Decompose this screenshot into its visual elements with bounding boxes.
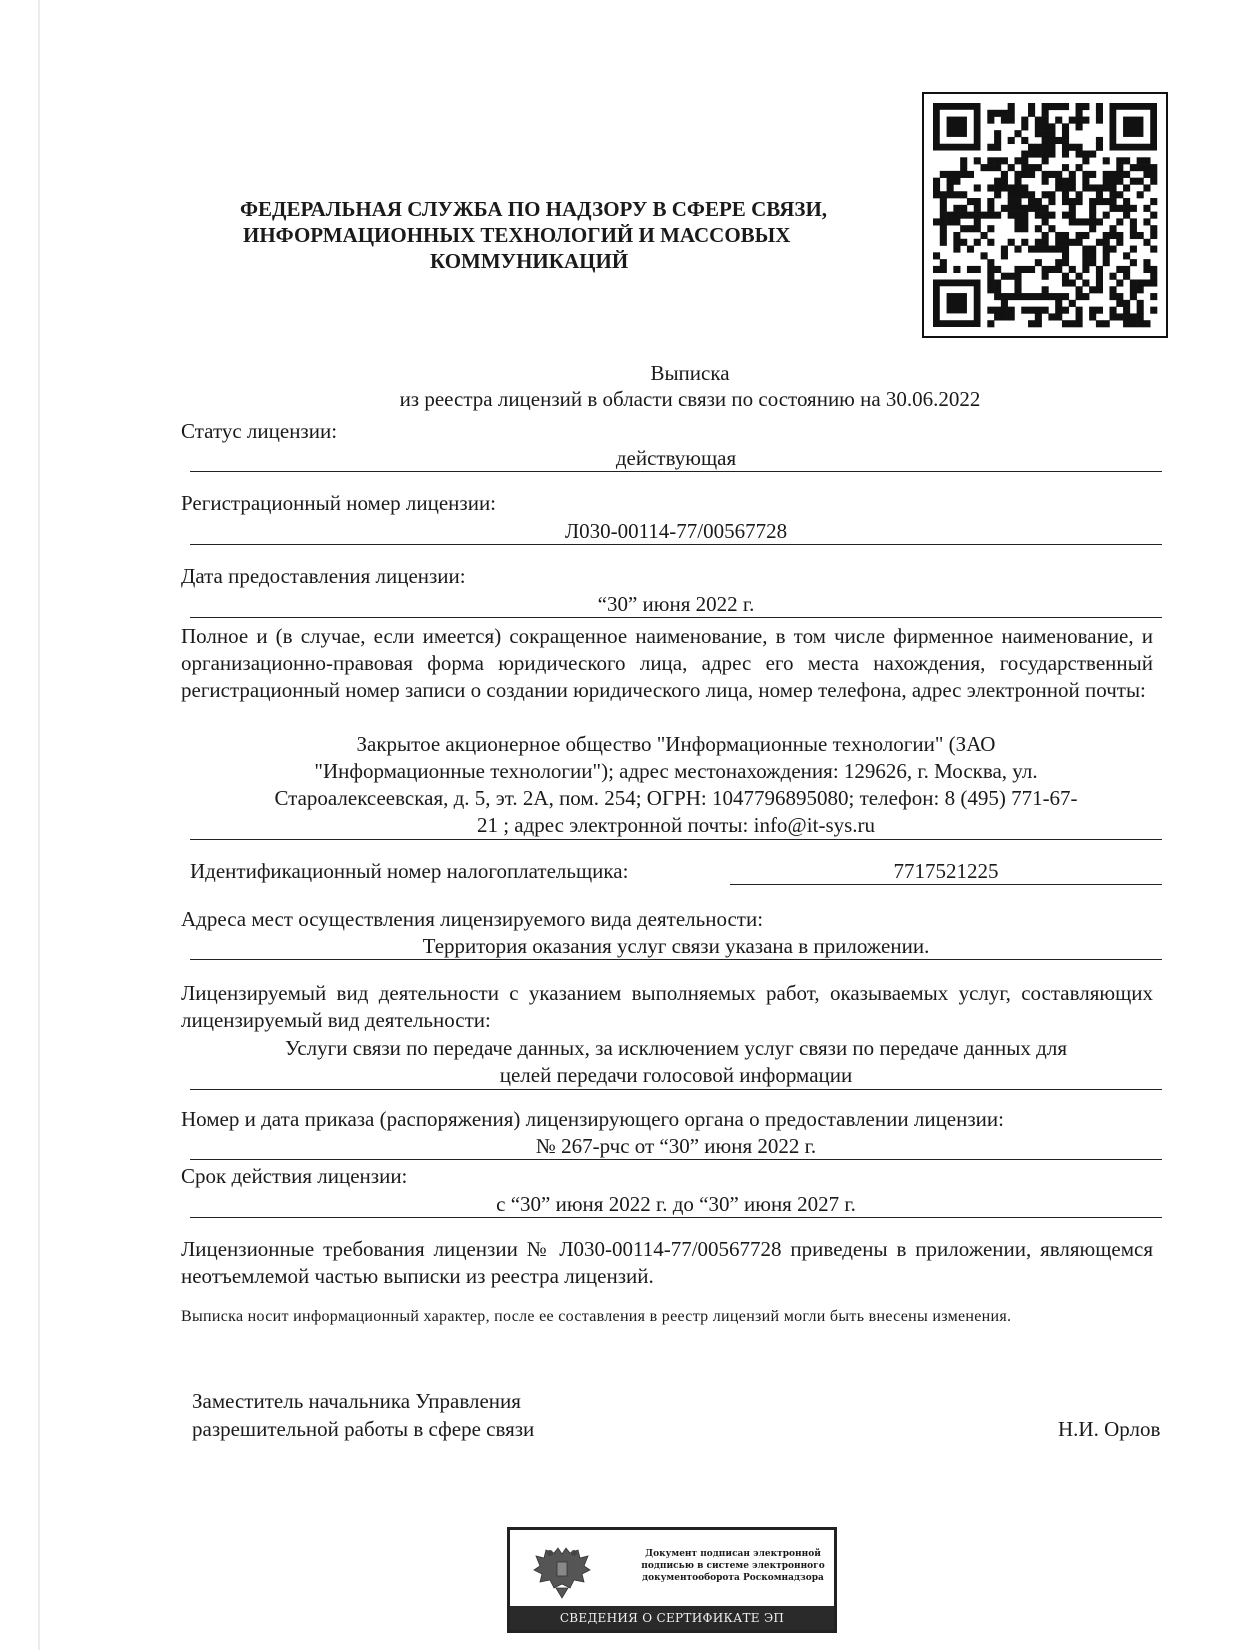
stamp-text-line-1: Документ подписан электронной (645, 1549, 821, 1559)
requirements-text: Лицензионные требования лицензии № Л030-00114-77/00567728 приведены в приложении, являющемся неотъемлемой частью выписки из реестра лицензий. (181, 1237, 1153, 1288)
header-line-2: ИНФОРМАЦИОННЫХ ТЕХНОЛОГИЙ И МАССОВЫХ (243, 223, 791, 247)
order-value: № 267-рчс от “30” июня 2022 г. (190, 1133, 1162, 1160)
validity-label: Срок действия лицензии: (181, 1164, 408, 1188)
signatory-name: Н.И. Орлов (1058, 1417, 1161, 1441)
company-line-4: 21 ; адрес электронной почты: info@it-sys.ru (190, 812, 1162, 840)
e-signature-stamp[interactable] (507, 1527, 837, 1633)
qr-code-icon (922, 92, 1168, 338)
stamp-text-line-3: документооборота Роскомнадзора (642, 1573, 824, 1583)
company-line-1: Закрытое акционерное общество "Информационные технологии" (ЗАО (356, 732, 996, 756)
header-line-1: ФЕДЕРАЛЬНАЯ СЛУЖБА ПО НАДЗОРУ В СФЕРЕ СВЯЗИ, (240, 197, 828, 221)
signatory-position-line-2: разрешительной работы в сфере связи (192, 1417, 535, 1441)
addresses-label: Адреса мест осуществления лицензируемого вида деятельности: (181, 907, 764, 931)
activity-value (190, 1035, 1162, 1090)
order-label: Номер и дата приказа (распоряжения) лицензирующего органа о предоставлении лицензии: (181, 1107, 1004, 1131)
activity-line-1: Услуги связи по передаче данных, за исключением услуг связи по передаче данных для (285, 1036, 1067, 1060)
signatory-position-line-1: Заместитель начальника Управления (192, 1389, 521, 1413)
reg-number-label: Регистрационный номер лицензии: (181, 491, 497, 515)
company-line-3: Староалексеевская, д. 5, эт. 2А, пом. 254; ОГРН: 1047796895080; телефон: 8 (495) 771-67- (274, 786, 1078, 810)
title-line-2: из реестра лицензий в области связи по состоянию на 30.06.2022 (399, 387, 981, 411)
issue-date-label: Дата предоставления лицензии: (181, 564, 466, 588)
company-label: Полное и (в случае, если имеется) сокращенное наименование, в том числе фирменное наименование, и организационно-правовая форма юридического лица, адрес его места нахождения, государственный регистрационный номер записи о создании юридического лица, номер телефона, адрес электронной почты: (181, 624, 1153, 702)
scan-edge (38, 0, 40, 1650)
double-headed-eagle-icon (532, 1544, 592, 1600)
agency-header (200, 196, 900, 274)
addresses-value: Территория оказания услуг связи указана в приложении. (190, 933, 1162, 960)
inn-value: 7717521225 (730, 858, 1162, 885)
status-value: действующая (190, 445, 1162, 472)
validity-value: с “30” июня 2022 г. до “30” июня 2027 г. (190, 1191, 1162, 1218)
certificate-info-button[interactable]: СВЕДЕНИЯ О СЕРТИФИКАТЕ ЭП (510, 1606, 834, 1630)
status-label: Статус лицензии: (181, 419, 338, 443)
activity-label: Лицензируемый вид деятельности с указанием выполняемых работ, оказываемых услуг, составляющих лицензируемый вид деятельности: (181, 981, 1153, 1032)
reg-number-value: Л030-00114-77/00567728 (190, 518, 1162, 545)
inn-label: Идентификационный номер налогоплательщика: (190, 859, 629, 883)
disclaimer-text: Выписка носит информационный характер, после ее составления в реестр лицензий могли быть внесены изменения. (181, 1308, 1012, 1325)
company-details (190, 731, 1162, 840)
stamp-text-line-2: подписью в системе электронного (641, 1561, 825, 1571)
signatory-position (192, 1387, 534, 1443)
issue-date-value: “30” июня 2022 г. (190, 591, 1162, 618)
header-line-3: КОММУНИКАЦИЙ (430, 249, 629, 273)
company-line-2: "Информационные технологии"); адрес местонахождения: 129626, г. Москва, ул. (314, 759, 1038, 783)
activity-line-2: целей передачи голосовой информации (190, 1062, 1162, 1090)
stamp-text (638, 1548, 828, 1584)
document-title (300, 360, 1080, 412)
title-line-1: Выписка (650, 361, 730, 385)
